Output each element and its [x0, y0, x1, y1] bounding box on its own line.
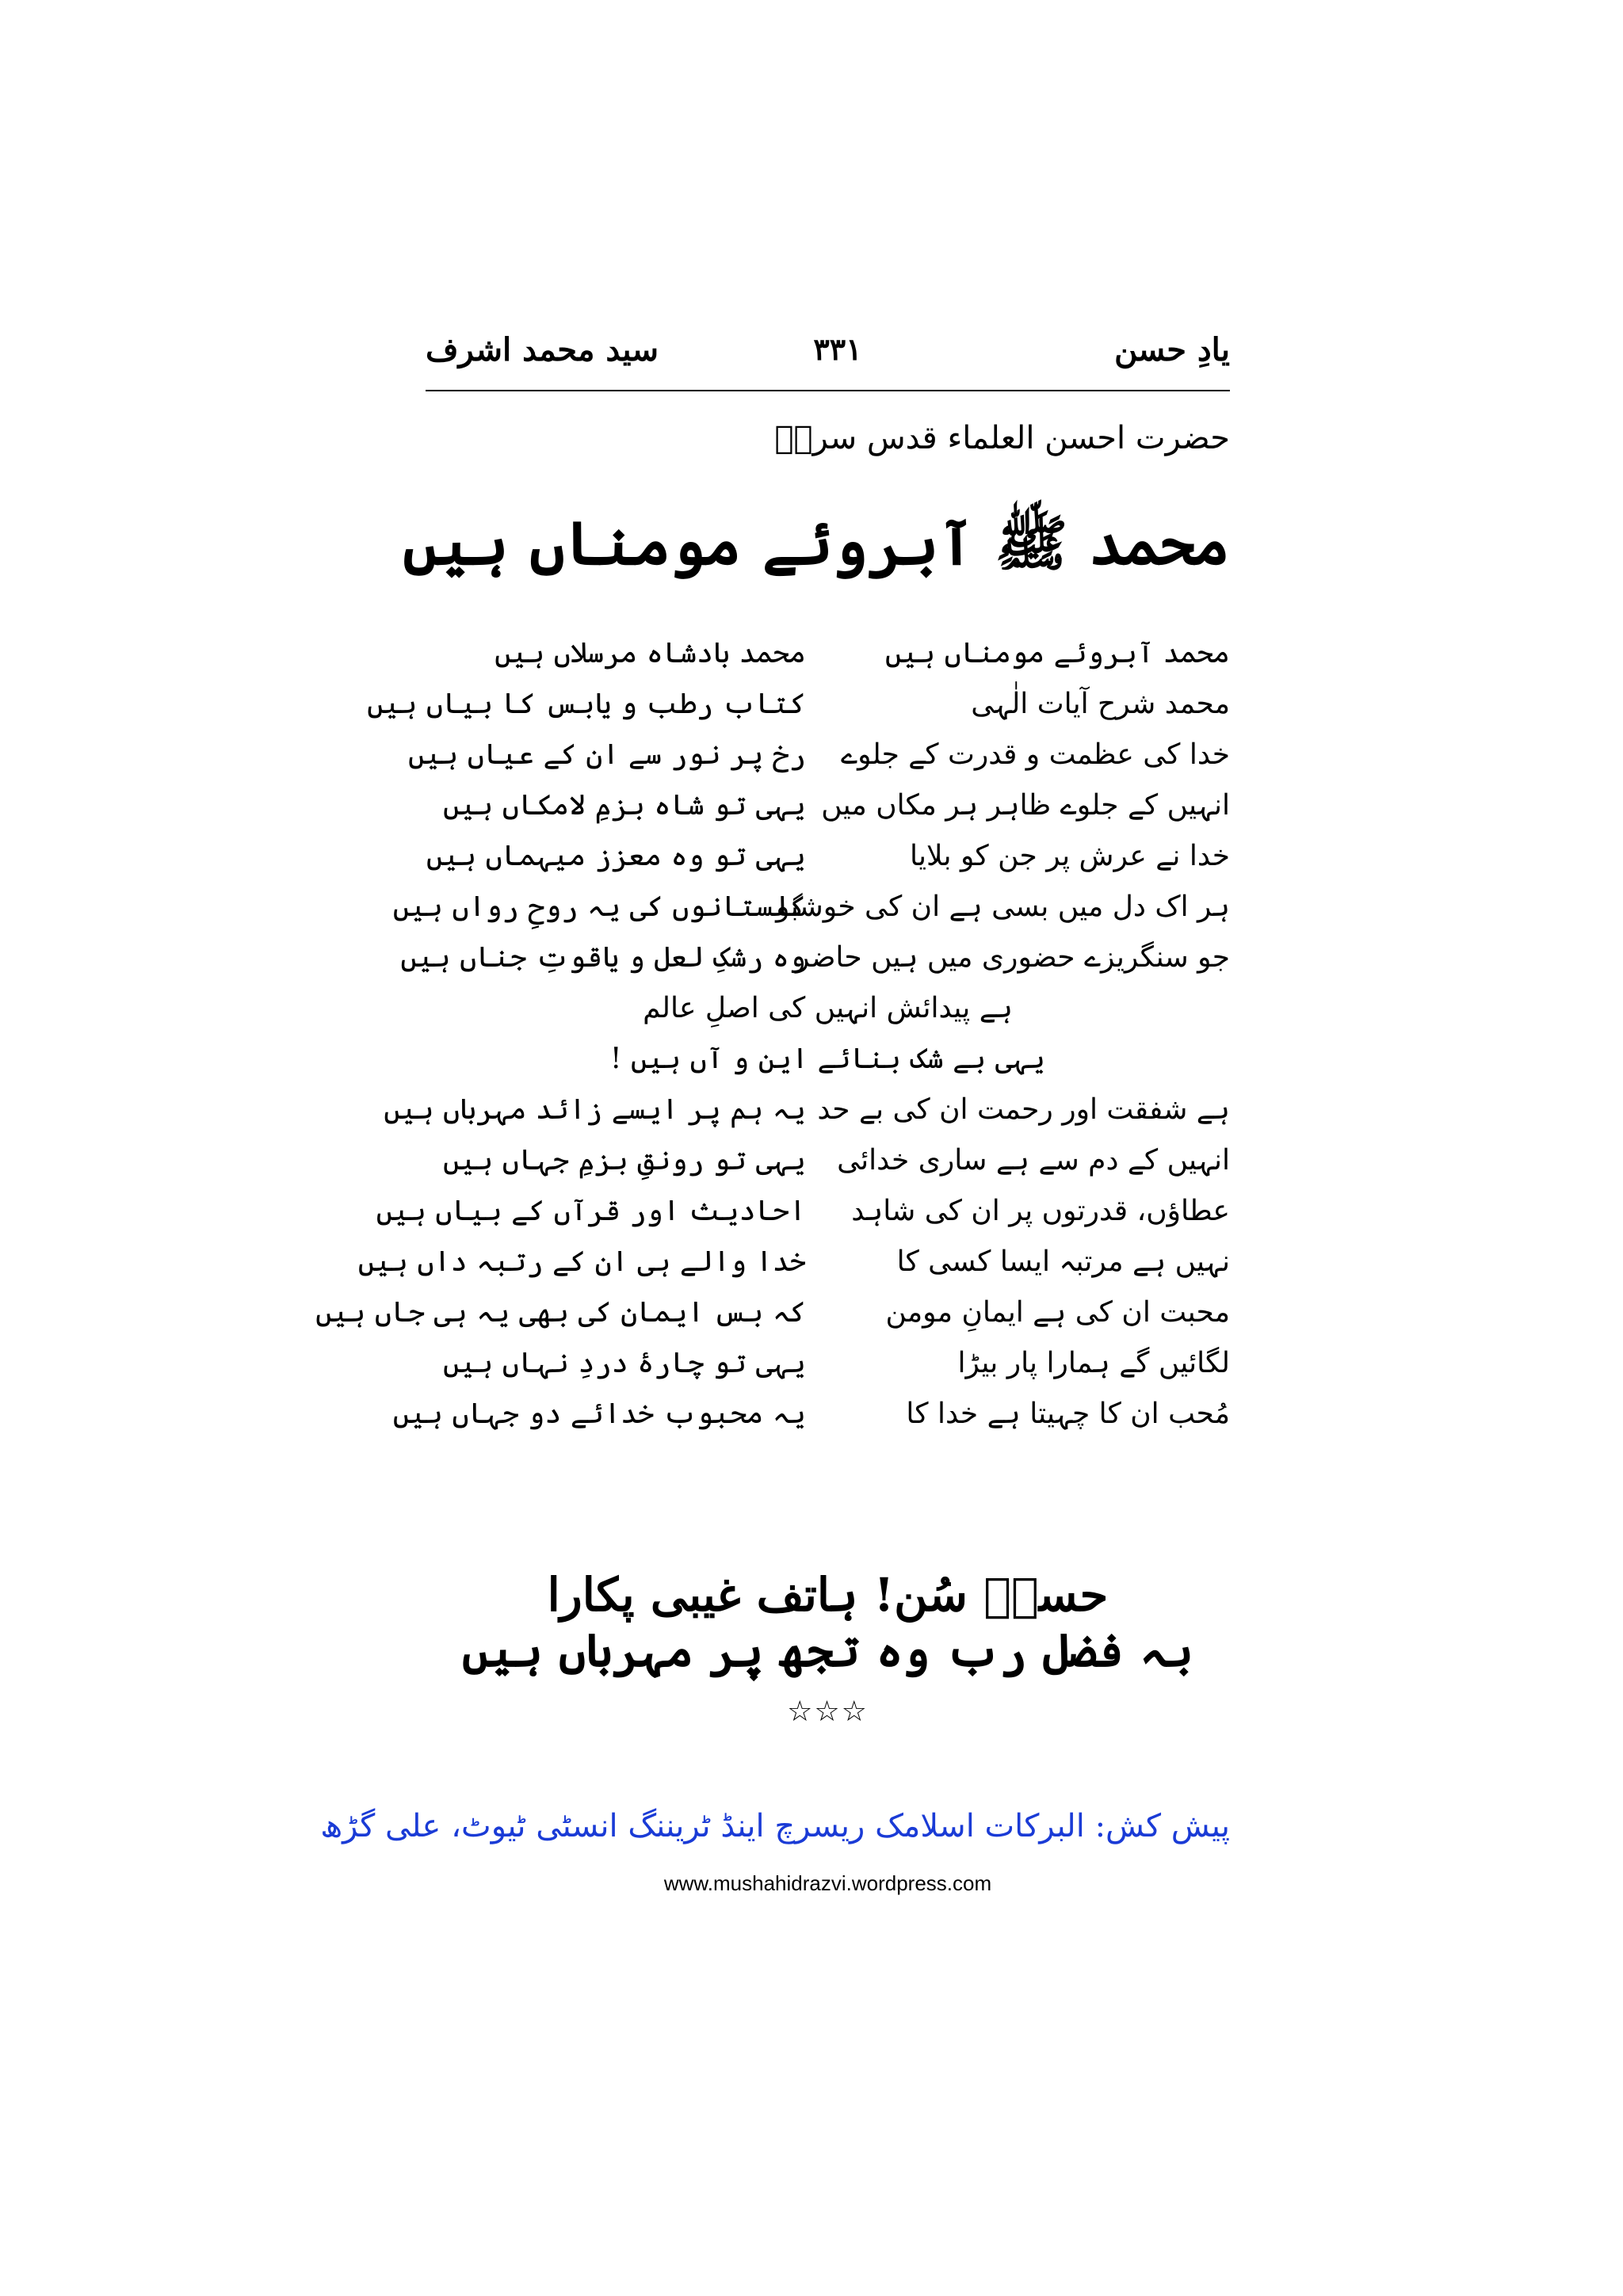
misra-second: محمد بادشاہ مرسلاں ہیں: [495, 637, 806, 669]
misra-second: کہ بس ایمان کی بھی یہ ہی جاں ہیں: [315, 1296, 806, 1329]
poet-attribution: حضرت احسن العلماء قدس سرہٗ: [774, 420, 1230, 456]
misra-second: یہی تو وہ معزز میہماں ہیں: [426, 840, 806, 872]
couplet: [367, 688, 1230, 738]
header-divider: [426, 390, 1230, 391]
misra-second: یہی تو رونقِ بزمِ جہاں ہیں: [443, 1144, 806, 1177]
couplet: [426, 637, 1230, 688]
misra-first: جو سنگریزے حضوری میں ہیں حاضر: [795, 941, 1230, 974]
misra-second: وہ رشکِ لعل و یاقوتِ جناں ہیں: [400, 941, 806, 974]
maqta-line: بہ فضل رب وہ تجھ پر مہرباں ہیں: [462, 1623, 1193, 1677]
page-number: ۳۳۱: [813, 331, 862, 367]
misra-second: یہ ہم پر ایسے زائد مہرباں ہیں: [384, 1093, 806, 1126]
couplet: [426, 789, 1230, 840]
center-verse: یہی بے شک بنائے این و آں ہیں !: [610, 1043, 1045, 1075]
misra-first: مُحب ان کا چہیتا ہے خدا کا: [906, 1398, 1230, 1430]
couplet: [392, 891, 1230, 941]
misra-second: احادیث اور قرآں کے بیاں ہیں: [376, 1195, 806, 1227]
misra-second: یہی تو چارۂ دردِ نہاں ہیں: [443, 1347, 806, 1379]
misra-second: گلستانوں کی یہ روحِ رواں ہیں: [392, 891, 806, 923]
couplet: [408, 738, 1230, 789]
misra-first: خدا کی عظمت و قدرت کے جلوے: [841, 738, 1230, 771]
misra-first: عطاؤں، قدرتوں پر ان کی شاہد: [851, 1195, 1230, 1227]
star-divider: ☆☆☆: [787, 1695, 869, 1728]
poem-body: [315, 637, 1230, 1448]
page-header: [426, 331, 1230, 388]
misra-first: محمد شرح آیات الٰہی: [971, 688, 1230, 720]
maqta-couplet: [426, 1567, 1230, 1678]
couplet: [400, 941, 1230, 992]
misra-first: خدا نے عرش پر جن کو بلایا: [910, 840, 1230, 872]
couplet: [426, 1347, 1230, 1398]
misra-second: کتاب رطب و یابس کا بیاں ہیں: [367, 688, 806, 720]
couplet: [357, 1245, 1230, 1296]
misra-first: ہر اک دل میں بسی ہے ان کی خوشبو: [776, 891, 1230, 923]
author-name: سید محمد اشرف: [426, 331, 659, 368]
misra-first: محبت ان کی ہے ایمانِ مومن: [885, 1296, 1230, 1329]
misra-first: نہیں ہے مرتبہ ایسا کسی کا: [896, 1245, 1230, 1278]
maqta-line: حسنؔ سُن! ہاتف غیبی پکارا: [547, 1568, 1109, 1622]
publisher-credit: پیش کش: البرکات اسلامک ریسرچ اینڈ ٹریننگ انسٹی ٹیوٹ، علی گڑھ: [320, 1808, 1230, 1844]
poem-title: محمد ﷺ آبروئے مومناں ہیں: [403, 508, 1230, 578]
couplet: [315, 1296, 1230, 1347]
couplet: [426, 840, 1230, 891]
misra-first: لگائیں گے ہمارا پار بیڑا: [957, 1347, 1230, 1379]
misra-first: ہے شفقت اور رحمت ان کی بے حد: [817, 1093, 1230, 1126]
misra-first: انہیں کے دم سے ہے ساری خدائی: [837, 1144, 1230, 1177]
misra-first: انہیں کے جلوے ظاہر ہر مکاں میں: [821, 789, 1230, 822]
couplet: [426, 1144, 1230, 1195]
website-url: www.mushahidrazvi.wordpress.com: [663, 1871, 992, 1895]
misra-second: یہ محبوب خدائے دو جہاں ہیں: [392, 1398, 806, 1430]
couplet: [376, 1195, 1230, 1245]
center-verse: ہے پیدائش انہیں کی اصلِ عالم: [643, 992, 1013, 1024]
misra-second: یہی تو شاہ بزمِ لامکاں ہیں: [443, 789, 806, 822]
misra-first: محمد آبروئے مومناں ہیں: [884, 637, 1230, 669]
book-title: یادِ حسن: [1114, 331, 1230, 368]
misra-second: خدا والے ہی ان کے رتبہ داں ہیں: [357, 1245, 806, 1278]
couplet: [384, 1093, 1230, 1144]
misra-second: رخ پر نور سے ان کے عیاں ہیں: [408, 738, 806, 771]
couplet: [392, 1398, 1230, 1448]
